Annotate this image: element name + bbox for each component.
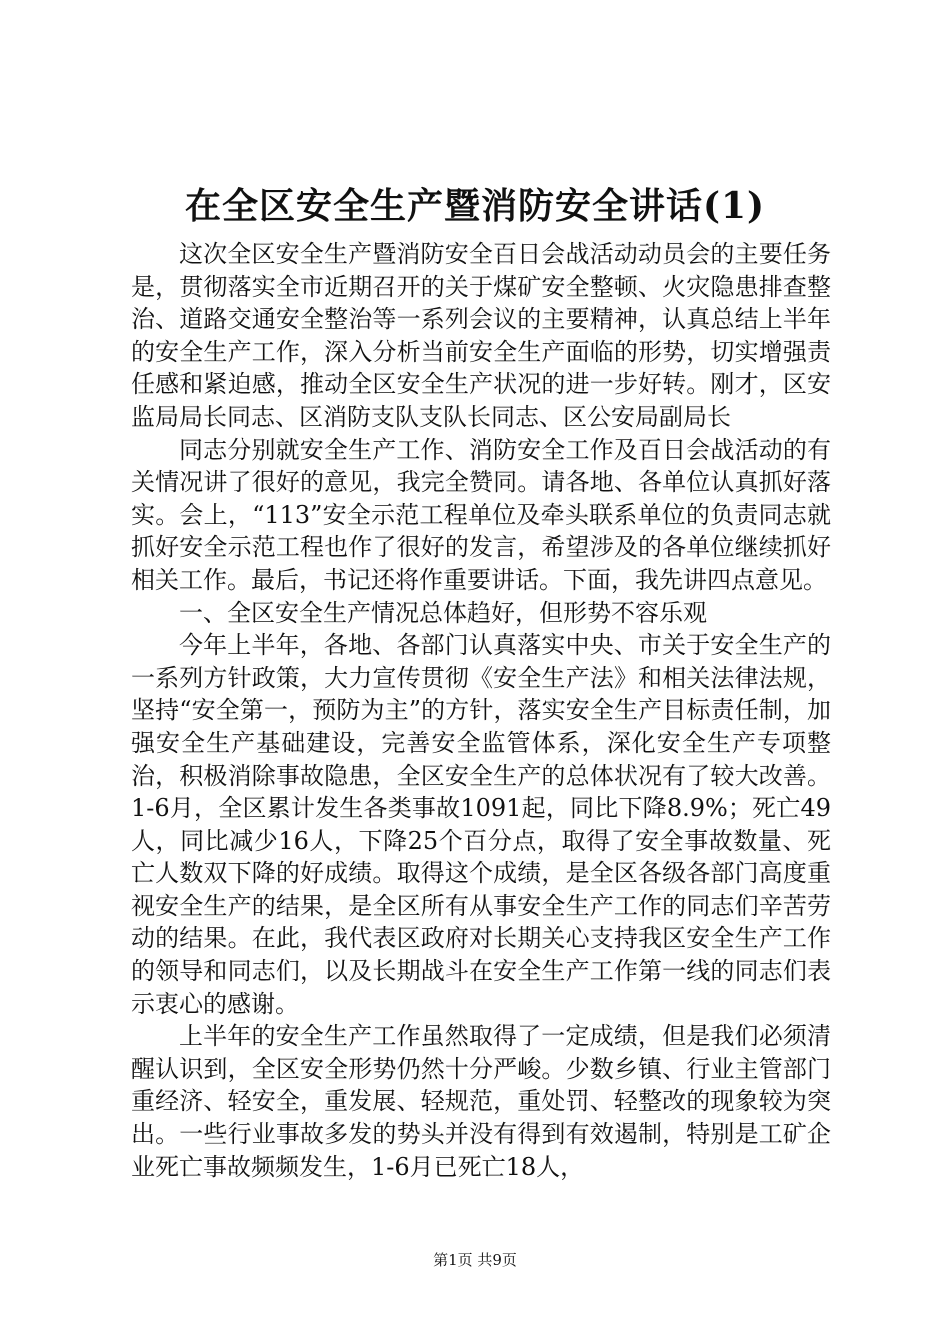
document-body bbox=[131, 238, 831, 1183]
document-title: 在全区安全生产暨消防安全讲话(1) bbox=[184, 185, 766, 227]
paragraph: 上半年的安全生产工作虽然取得了一定成绩，但是我们必须清醒认识到，全区安全形势仍然十分严峻。少数乡镇、行业主管部门重经济、轻安全，重发展、轻规范，重处罚、轻整改的现象较为突出。一些行业事故多发的势头并没有得到有效遏制，特别是工矿企业死亡事故频频发生，1-6月已死亡18人， bbox=[131, 1022, 831, 1181]
paragraph: 这次全区安全生产暨消防安全百日会战活动动员会的主要任务是，贯彻落实全市近期召开的关于煤矿安全整顿、火灾隐患排查整治、道路交通安全整治等一系列会议的主要精神，认真总结上半年的安全生产工作，深入分析当前安全生产面临的形势，切实增强责任感和紧迫感，推动全区安全生产状况的进一步好转。刚才，区安监局局长同志、区消防支队支队长同志、区公安局副局长 bbox=[131, 240, 831, 431]
paragraph: 同志分别就安全生产工作、消防安全工作及百日会战活动的有关情况讲了很好的意见，我完全赞同。请各地、各单位认真抓好落实。会上，“113”安全示范工程单位及牵头联系单位的负责同志就抓好安全示范工程也作了很好的发言，希望涉及的各单位继续抓好相关工作。最后，书记还将作重要讲话。下面，我先讲四点意见。 bbox=[131, 435, 831, 594]
page-footer: 第1页 共9页 bbox=[433, 1251, 517, 1269]
paragraph: 今年上半年，各地、各部门认真落实中央、市关于安全生产的一系列方针政策，大力宣传贯彻《安全生产法》和相关法律法规，坚持“安全第一，预防为主”的方针，落实安全生产目标责任制，加强安全生产基础建设，完善安全监管体系，深化安全生产专项整治，积极消除事故隐患，全区安全生产的总体状况有了较大改善。1-6月，全区累计发生各类事故1091起，同比下降8.9%；死亡49人，同比减少16人，下降25个百分点，取得了安全事故数量、死亡人数双下降的好成绩。取得这个成绩，是全区各级各部门高度重视安全生产的结果，是全区所有从事安全生产工作的同志们辛苦劳动的结果。在此，我代表区政府对长期关心支持我区安全生产工作的领导和同志们，以及长期战斗在安全生产工作第一线的同志们表示衷心的感谢。 bbox=[131, 631, 831, 1018]
section-heading: 一、全区安全生产情况总体趋好，但形势不容乐观 bbox=[179, 598, 707, 627]
